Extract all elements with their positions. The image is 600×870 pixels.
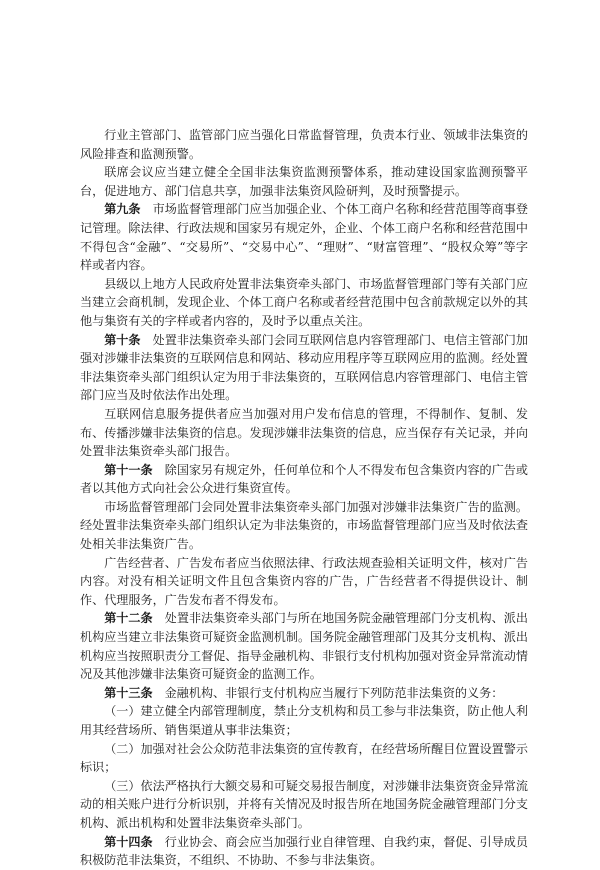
- paragraph-supervision: [80, 126, 528, 163]
- article-10-paragraph-2: [80, 405, 528, 461]
- paragraph-text: （二）加强对社会公众防范非法集资的宣传教育，在经营场所醒目位置设置警示标识；: [80, 741, 528, 775]
- article-number: 第十一条: [104, 462, 153, 477]
- article-13-item-3: [80, 777, 528, 833]
- paragraph-text: 行业主管部门、监管部门应当强化日常监督管理，负责本行业、领域非法集资的风险排查和监测预警。: [80, 128, 528, 161]
- paragraph-text: 处置非法集资牵头部门会同互联网信息内容管理部门、电信主管部门加强对涉嫌非法集资的互联网信息和网站、移动应用程序等互联网应用的监测。经处置非法集资牵头部门组织认定为用于非法集资的，互联网信息内容管理部门、电信主管部门应当及时依法作出处理。: [80, 332, 528, 403]
- article-10: [80, 331, 528, 405]
- paragraph-text: 市场监督管理部门应当加强企业、个体工商户名称和经营范围等商事登记管理。除法律、行政法规和国家另有规定外，企业、个体工商户名称和经营范围中不得包含“金融”、“交易所”、“交易中心”、“理财”、“财富管理”、“股权众筹”等字样或者内容。: [80, 202, 528, 273]
- paragraph-text: 市场监督管理部门会同处置非法集资牵头部门加强对涉嫌非法集资广告的监测。经处置非法集资牵头部门组织认定为非法集资的，市场监督管理部门应当及时依法查处相关非法集资广告。: [80, 499, 528, 552]
- paragraph-text: 联席会议应当建立健全全国非法集资监测预警体系，推动建设国家监测预警平台，促进地方、部门信息共享，加强非法集资风险研判，及时预警提示。: [80, 165, 528, 198]
- paragraph-text: （一）建立健全内部管理制度，禁止分支机构和员工参与非法集资，防止他人利用其经营场所、销售渠道从事非法集资；: [80, 704, 528, 737]
- paragraph-text: 广告经营者、广告发布者应当依照法律、行政法规查验相关证明文件，核对广告内容。对没有相关证明文件且包含集资内容的广告，广告经营者不得提供设计、制作、代理服务，广告发布者不得发布。: [80, 555, 528, 607]
- paragraph-text: （三）依法严格执行大额交易和可疑交易报告制度，对涉嫌非法集资资金异常流动的相关账户进行分析识别，并将有关情况及时报告所在地国务院金融管理部门分支机构、派出机构和处置非法集资牵头部门。: [80, 778, 528, 830]
- article-9: [80, 200, 528, 274]
- article-11: [80, 461, 528, 498]
- paragraph-text: 处置非法集资牵头部门与所在地国务院金融管理部门分支机构、派出机构应当建立非法集资可疑资金监测机制。国务院金融管理部门及其分支机构、派出机构应当按照职责分工督促、指导金融机构、非银行支付机构加强对资金异常流动情况及其他涉嫌非法集资可疑资金的监测工作。: [80, 611, 528, 682]
- article-12: [80, 609, 528, 683]
- article-number: 第十二条: [104, 611, 153, 626]
- article-number: 第十四条: [104, 834, 153, 849]
- paragraph-monitoring-system: [80, 163, 528, 200]
- article-number: 第十条: [104, 332, 141, 347]
- paragraph-text: 互联网信息服务提供者应当加强对用户发布信息的管理，不得制作、复制、发布、传播涉嫌非法集资的信息。发现涉嫌非法集资的信息，应当保存有关记录，并向处置非法集资牵头部门报告。: [80, 406, 528, 459]
- article-number: 第十三条: [104, 685, 153, 700]
- paragraph-text: 除国家另有规定外，任何单位和个人不得发布包含集资内容的广告或者以其他方式向社会公众进行集资宣传。: [80, 462, 528, 496]
- article-number: 第九条: [104, 202, 141, 217]
- article-14: [80, 833, 528, 870]
- article-9-paragraph-2: [80, 275, 528, 331]
- paragraph-text: 行业协会、商会应当加强行业自律管理、自我约束，督促、引导成员积极防范非法集资，不组织、不协助、不参与非法集资。: [80, 834, 528, 868]
- document-body: [80, 126, 528, 870]
- paragraph-text: 县级以上地方人民政府处置非法集资牵头部门、市场监督管理部门等有关部门应当建立会商机制，发现企业、个体工商户名称或者经营范围中包含前款规定以外的其他与集资有关的字样或者内容的，及时予以重点关注。: [80, 276, 528, 328]
- article-13-item-2: [80, 740, 528, 777]
- article-11-paragraph-2: [80, 498, 528, 554]
- article-11-paragraph-3: [80, 554, 528, 610]
- article-13-item-1: [80, 702, 528, 739]
- paragraph-text: 金融机构、非银行支付机构应当履行下列防范非法集资的义务：: [152, 685, 504, 700]
- article-13: [80, 684, 528, 703]
